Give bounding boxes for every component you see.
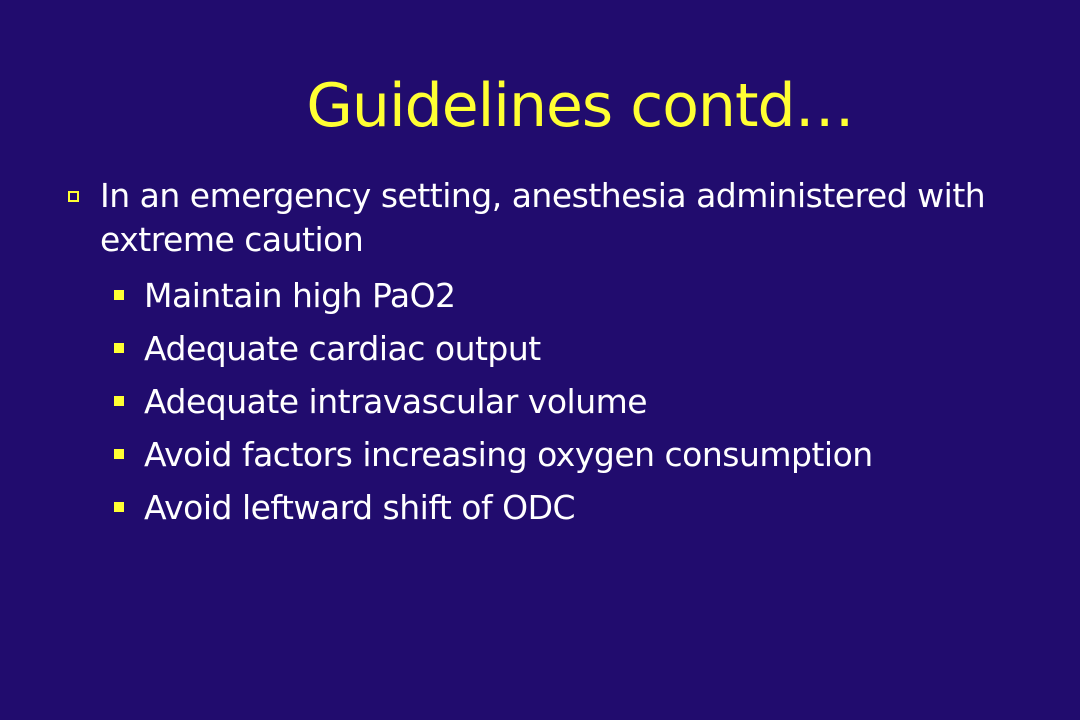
sub-bullet-text: Adequate intravascular volume <box>144 382 648 421</box>
sub-bullet-text: Avoid factors increasing oxygen consumption <box>144 435 873 474</box>
sub-bullet-item <box>144 325 1044 378</box>
slide-title: Guidelines contd… <box>306 71 854 141</box>
hollow-square-bullet-icon <box>68 191 79 202</box>
sub-bullet-item <box>144 431 1044 484</box>
sub-bullet-text: Avoid leftward shift of ODC <box>144 488 576 527</box>
filled-square-bullet-icon <box>114 343 124 353</box>
main-bullet-text: In an emergency setting, anesthesia administered with extreme caution <box>100 176 986 259</box>
sub-bullet-item <box>144 272 1044 325</box>
filled-square-bullet-icon <box>114 290 124 300</box>
sub-bullet-text: Maintain high PaO2 <box>144 276 456 315</box>
main-bullet <box>100 174 1000 262</box>
sub-bullet-item <box>144 484 1044 537</box>
sub-bullet-list <box>144 272 1044 537</box>
filled-square-bullet-icon <box>114 449 124 459</box>
filled-square-bullet-icon <box>114 396 124 406</box>
sub-bullet-item <box>144 378 1044 431</box>
filled-square-bullet-icon <box>114 502 124 512</box>
sub-bullet-text: Adequate cardiac output <box>144 329 541 368</box>
